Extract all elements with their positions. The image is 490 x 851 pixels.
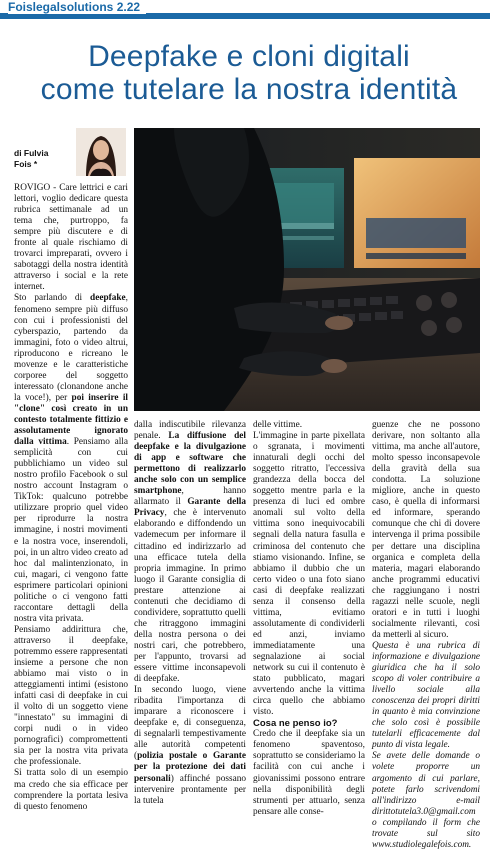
paragraph: guenze che ne possono derivare, non soltanto alla vittima, ma anche all'autore, molto spesso inconsapevole della gravità della sua condotta. La soluzione migliore, anche in questo caso, è quella di informarsi ed informare, sperando comunque che chi di dovere intervenga il prima possibile per dettare una disciplina organica e completa della materia, magari elaborando anche programmi educativi che raggiungano i nostri ragazzi nelle scuole, negli oratori e in tutti i luoghi socialmente rilevanti, così da metterli al sicuro. — [372, 420, 480, 640]
byline-name: Fois * — [14, 159, 38, 169]
author-portrait — [76, 128, 126, 176]
paragraph: Sto parlando di deepfake, fenomeno sempre più diffuso con cui i professionisti del cyberspazio, partendo da immagini, foto o video altrui, riproducono e ricreano le movenze e le caratteristiche corporee del soggetto interessato (clonandone anche la voce!), per poi inserire il "clone" così creato in un contesto totalmente fittizio e assolutamente ignorato dalla vittima. Pensiamo alla semplicità con cui pubblichiamo un video sul nostro profilo Facebook o sul nostro account Instagram o TikTok: qualcuno potrebbe utilizzare proprio quel video per riprodurre la nostra immagine, i nostri movimenti e la nostra voce, inserendoli, poi, in un altro video creato ad hoc dal malintenzionato, in cui, magari, ci vengono fatte esprimere particolari opinioni politiche o ci vengono fatti raccontare dettagli della nostra vita privata. — [14, 293, 129, 624]
byline — [14, 148, 74, 170]
hacker-keyboard-photo — [134, 128, 480, 411]
page-header — [0, 0, 490, 22]
paragraph: ROVIGO - Care lettrici e cari lettori, voglio dedicare questa rubrica settimanale ad un tema che, purtroppo, fa sempre più discutere e di fronte al quale rischiamo di trovarci impreparati, ovvero i sabotaggi della nostra identità attraverso i social e la rete internet. — [14, 183, 128, 293]
article-column-2 — [134, 420, 246, 807]
headline-line-1: Deepfake e cloni digitali — [88, 40, 410, 73]
byline-prefix: di Fulvia — [14, 148, 49, 158]
paragraph: Si tratta solo di un esempio ma credo che sia efficace per comprendere la portata lesiva di questo fenomeno — [14, 768, 128, 812]
article-column-1 — [14, 183, 128, 813]
article-column-3 — [253, 420, 365, 818]
rubric-note: Questa è una rubrica di informazione e divulgazione giuridica che ha il solo scopo di voler contribuire a livello sociale alla conoscenza dei propri diritti in quanto è mia convinzione che solo così è possibile tutelarli efficacemente dal punto di vista legale. — [372, 640, 480, 751]
paragraph: delle vittime. — [253, 420, 303, 430]
contact-note: Se avete delle domande o volete proporre un argomento di cui parlare, potete farlo scrivendomi all'indirizzo e-mail dirittotutela3.0@gmail.com o compilando il form che trovate sul sito www.studiolegalefois.com. — [372, 751, 480, 850]
article-column-4 — [372, 420, 480, 851]
subheading: Cosa ne penso io? — [253, 718, 338, 730]
paragraph: dalla indiscutibile rilevanza penale. La diffusione del deepfake e la divulgazione di app e software che permettono di realizzarlo anche solo con un semplice smartphone, hanno allarmato il Garante della Privacy, che è intervenuto elaborando e diffondendo un vademecum per informare il cittadino ed indirizzarlo ad una efficace tutela della propria immagine. In primo luogo il Garante consiglia di prestare attenzione ai contenuti che decidiamo di condividere, soprattutto quelli che ritraggono immagini della nostra persona o dei nostri cari, che potrebbero, per l'appunto, trovarsi ad essere vittime inconsapevoli di deepfake. — [134, 420, 247, 685]
section-label: Foislegalsolutions 2.22 — [8, 0, 146, 14]
paragraph: Credo che il deepfake sia un fenomeno spaventoso, soprattutto se consideriamo la facilità con cui anche i giovanissimi possono entrare nella disponibilità degli strumenti per attuarlo, senza pensare alle conse- — [253, 729, 365, 817]
article-headline — [18, 40, 480, 106]
paragraph: Pensiamo addirittura che, attraverso il deepfake, potremmo essere rappresentati insieme a persone che non abbiamo mai visto o in atteggiamenti intimi (esistono infatti casi di deepfake in cui il volto di un soggetto viene "innestato" su immagini di corpi nudi o in video pornografici) compromettenti sia per la nostra vita privata che professionale. — [14, 624, 128, 768]
paragraph: In secondo luogo, viene ribadita l'importanza di imparare a riconoscere i deepfake e, di conseguenza, di segnalarli tempestivamente alle autorità competenti (polizia postale o Garante per la protezione dei dati personali) affinché possano intervenire prontamente per la tutela — [134, 685, 246, 806]
headline-line-2: come tutelare la nostra identità — [40, 73, 458, 106]
paragraph: L'immagine in parte pixellata o sgranata, i movimenti innaturali degli occhi del soggetto ritratto, l'eccessiva grandezza della bocca del soggetto mentre parla e la presenza di luci ed ombre anomali sul volto della vittima sono inequivocabili segnali della natura fasulla e criminosa del contenuto che stiamo visionando. Infine, se abbiamo il dubbio che un certo video o una foto siano casi di deepfake realizzati senza il consenso della vittima, evitiamo assolutamente di condividerli ed anzi, inviamo immediatamente una segnalazione ai social network su cui il contenuto è stato pubblicato, magari avvertendo anche la vittima circa quello che abbiamo visto. — [253, 431, 365, 718]
